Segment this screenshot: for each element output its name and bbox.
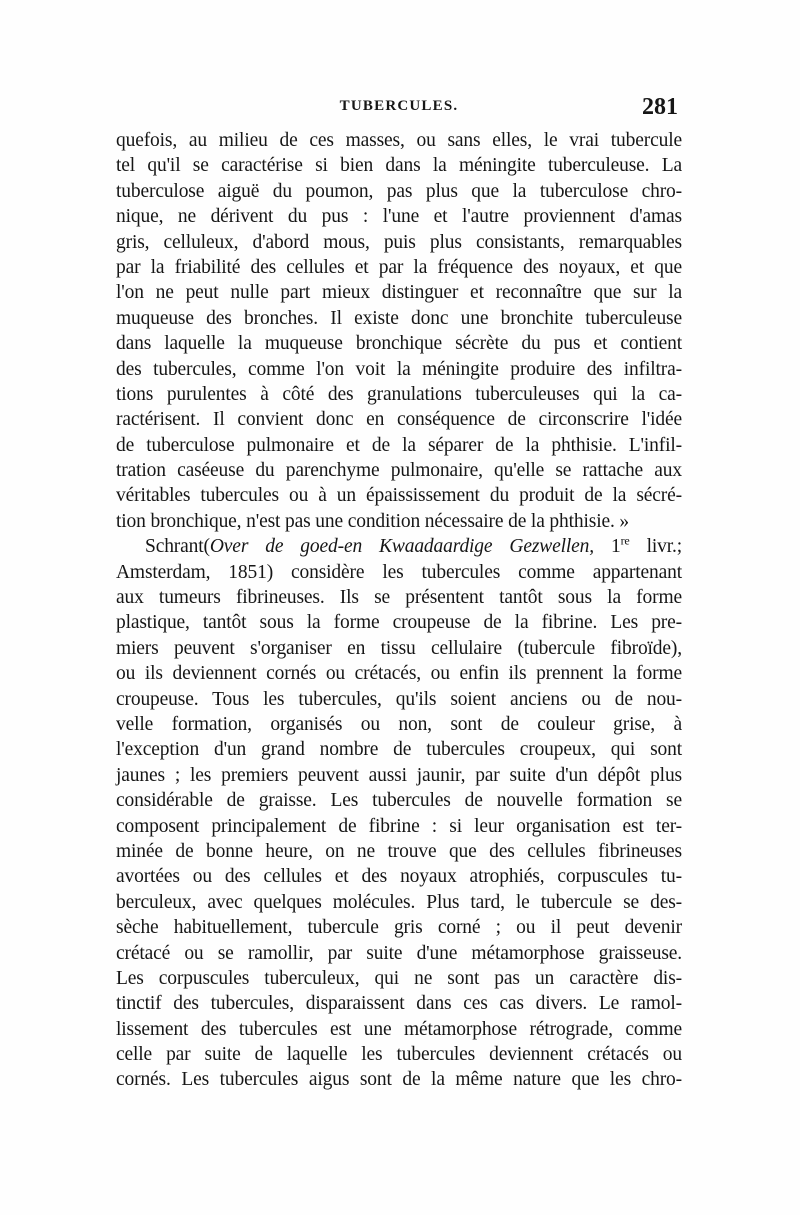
text-line: quefois, au milieu de ces masses, ou sans elles, le vrai tubercule: [116, 130, 682, 151]
text-line: dans laquelle la muqueuse bronchique sécrète du pus et contient: [116, 333, 682, 355]
author-name: Schrant: [145, 536, 204, 558]
text-line: l'exception d'un grand nombre de tubercules croupeux, qui sont: [116, 739, 682, 761]
page-header: [116, 94, 682, 124]
text-line: ractérisent. Il convient donc en conséquence de circonscrire l'idée: [116, 409, 682, 431]
text-line: tions purulentes à côté des granulations tuberculeuses qui la ca-: [116, 383, 682, 405]
running-title: TUBERCULES.: [339, 98, 459, 114]
body-text: [116, 128, 682, 1093]
text-line: sèche habituellement, tubercule gris corné ; ou il peut devenir: [116, 917, 682, 939]
text-line: composent principalement de fibrine : si leur organisation est ter-: [116, 815, 682, 837]
edition-rest: livr.;: [646, 536, 682, 558]
text-line: tinctif des tubercules, disparaissent dans ces cas divers. Le ramol-: [116, 993, 682, 1015]
schrant-line: [116, 534, 682, 559]
text-line: celle par suite de laquelle les tubercules deviennent crétacés ou: [116, 1044, 682, 1066]
text-line: plastique, tantôt sous la forme croupeuse de la fibrine. Les pre-: [116, 612, 682, 634]
text-line: minée de bonne heure, on ne trouve que des cellules fibrineuses: [116, 840, 682, 862]
text-line: jaunes ; les premiers peuvent aussi jaunir, par suite d'un dépôt plus: [116, 764, 682, 786]
book-title: Over de goed-en Kwaadaardige Gezwellen,: [209, 536, 594, 558]
text-line: Les corpuscules tuberculeux, qui ne sont pas un caractère dis-: [116, 967, 682, 989]
text-line: considérable de graisse. Les tubercules de nouvelle formation se: [116, 790, 682, 812]
text-line: croupeuse. Tous les tubercules, qu'ils soient anciens ou de nou-: [116, 688, 682, 710]
text-line: par la friabilité des cellules et par la fréquence des noyaux, et que: [116, 256, 682, 278]
text-line: tration caséeuse du parenchyme pulmonaire, qu'elle se rattache aux: [116, 460, 682, 482]
text-line: berculeux, avec quelques molécules. Plus tard, le tubercule se des-: [116, 891, 682, 913]
paragraph-end-line: tion bronchique, n'est pas une condition nécessaire de la phthisie. »: [116, 510, 630, 532]
text-line: miers peuvent s'organiser en tissu cellulaire (tubercule fibroïde),: [116, 637, 682, 659]
text-line: gris, celluleux, d'abord mous, puis plus consistants, remarquables: [116, 231, 682, 253]
text-line: tel qu'il se caractérise si bien dans la méningite tuberculeuse. La: [116, 155, 682, 177]
text-line: des tubercules, comme l'on voit la méningite produire des infiltra-: [116, 358, 682, 380]
edition-number: 1: [610, 536, 621, 558]
page-number: 281: [642, 94, 678, 120]
text-line: crétacé ou se ramollir, par suite d'une métamorphose graisseuse.: [116, 942, 682, 964]
text-line: ou ils deviennent cornés ou crétacés, ou enfin ils prennent la forme: [116, 663, 682, 685]
text-line: nique, ne dérivent du pus : l'une et l'autre proviennent d'amas: [116, 206, 682, 228]
text-line: lissement des tubercules est une métamorphose rétrograde, comme: [116, 1018, 682, 1040]
text-line: l'on ne peut nulle part mieux distinguer et reconnaître que sur la: [116, 282, 682, 304]
text-line: avortées ou des cellules et des noyaux atrophiés, corpuscules tu-: [116, 866, 682, 888]
edition-superscript: re: [620, 533, 630, 548]
open-paren: (: [203, 536, 210, 558]
text-line: véritables tubercules ou à un épaississement du produit de la sécré-: [116, 485, 682, 507]
text-line: tuberculose aiguë du poumon, pas plus que la tuberculose chro-: [116, 180, 682, 202]
text-line: velle formation, organisés ou non, sont de couleur grise, à: [116, 713, 682, 735]
text-line: aux tumeurs fibrineuses. Ils se présentent tantôt sous la forme: [116, 587, 682, 609]
text-line: cornés. Les tubercules aigus sont de la même nature que les chro-: [116, 1069, 682, 1091]
text-line: muqueuse des bronches. Il existe donc une bronchite tuberculeuse: [116, 307, 682, 329]
text-line: Amsterdam, 1851) considère les tubercules comme appartenant: [116, 561, 682, 583]
text-line: de tuberculose pulmonaire et de la séparer de la phthisie. L'infil-: [116, 434, 682, 456]
